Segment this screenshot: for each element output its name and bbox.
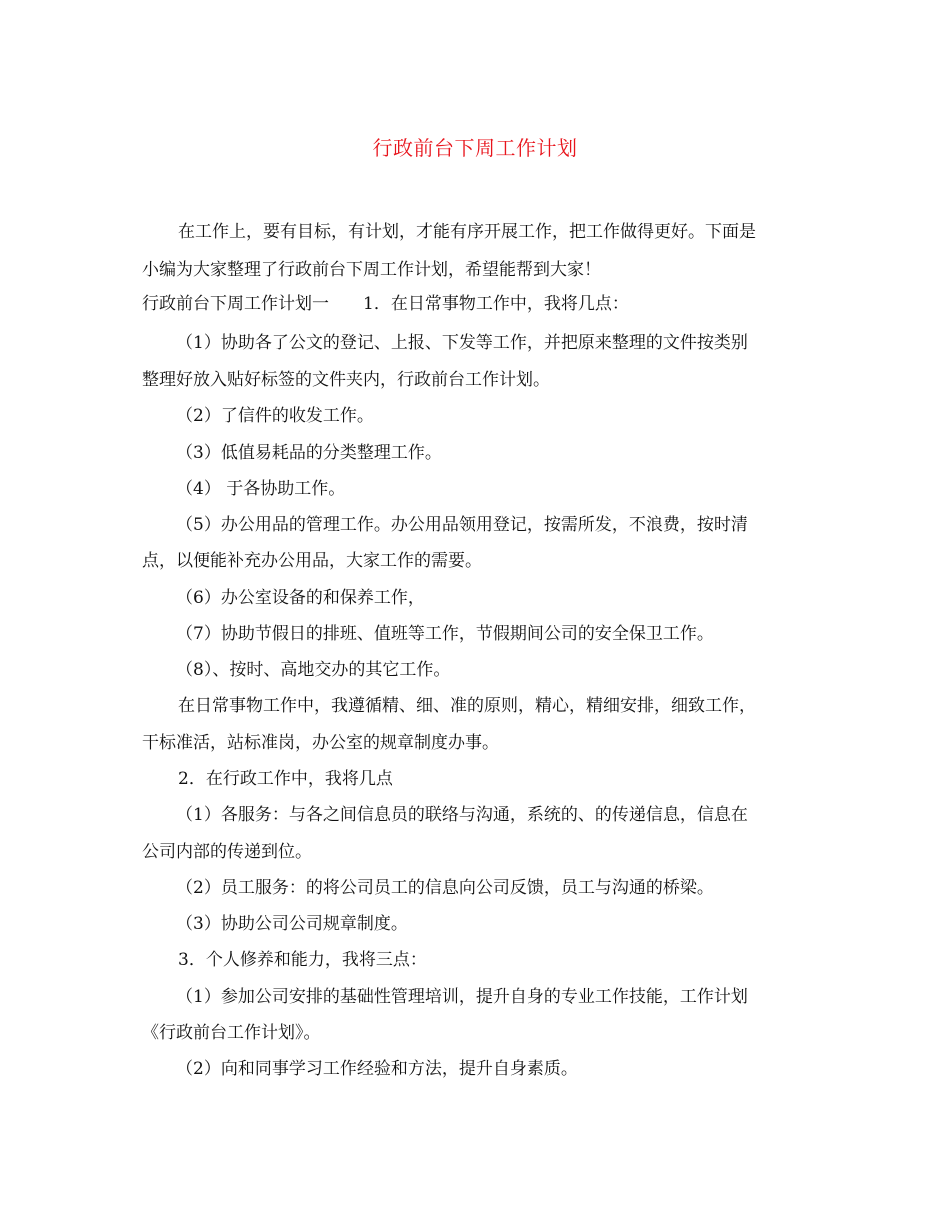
list-item: （2）员工服务：的将公司员工的信息向公司反馈，员工与沟通的桥梁。 (176, 878, 714, 898)
list-item: （1）各服务：与各之间信息员的联络与沟通，系统的、的传递信息，信息在 (176, 805, 748, 825)
paragraph-line: 干标准活，站标准岗，办公室的规章制度办事。 (142, 733, 499, 753)
paragraph-line: 在工作上，要有目标，有计划，才能有序开展工作，把工作做得更好。下面是 (178, 222, 756, 242)
paragraph-line (142, 292, 817, 316)
section-heading: 2．在行政工作中，我将几点 (178, 769, 393, 789)
plan-heading: 行政前台下周工作计划一 (142, 294, 329, 314)
list-item: （5）办公用品的管理工作。办公用品领用登记，按需所发，不浪费，按时清 (176, 515, 748, 535)
list-item: （1）协助各了公文的登记、上报、下发等工作，并把原来整理的文件按类别 (176, 333, 748, 353)
paragraph-line: 小编为大家整理了行政前台下周工作计划，希望能帮到大家！ (142, 260, 601, 280)
list-item: （2）了信件的收发工作。 (176, 406, 374, 426)
list-item: （3）低值易耗品的分类整理工作。 (176, 443, 442, 463)
paragraph-line: 整理好放入贴好标签的文件夹内，行政前台工作计划。 (142, 370, 550, 390)
list-item: （4） 于各协助工作。 (176, 479, 346, 499)
section-heading: 1．在日常事物工作中，我将几点： (363, 294, 629, 314)
list-item: （8）、按时、高地交办的其它工作。 (176, 660, 451, 680)
list-item: （6）办公室设备的和保养工作， (176, 588, 425, 608)
paragraph-line: 《行政前台工作计划》。 (142, 1023, 321, 1043)
paragraph-line: 公司内部的传递到位。 (142, 842, 312, 862)
list-item: （3）协助公司公司规章制度。 (176, 914, 408, 934)
list-item: （2）向和同事学习工作经验和方法，提升自身素质。 (176, 1059, 578, 1079)
list-item: （7）协助节假日的排班、值班等工作，节假期间公司的安全保卫工作。 (176, 624, 714, 644)
paragraph-line: 点，以便能补充办公用品，大家工作的需要。 (142, 551, 482, 571)
paragraph-line: 在日常事物工作中，我遵循精、细、准的原则，精心，精细安排，细致工作， (178, 696, 756, 716)
section-heading: 3．个人修养和能力，我将三点： (178, 950, 427, 970)
list-item: （1）参加公司安排的基础性管理培训，提升自身的专业工作技能，工作计划 (176, 987, 748, 1007)
document-title: 行政前台下周工作计划 (372, 136, 578, 160)
